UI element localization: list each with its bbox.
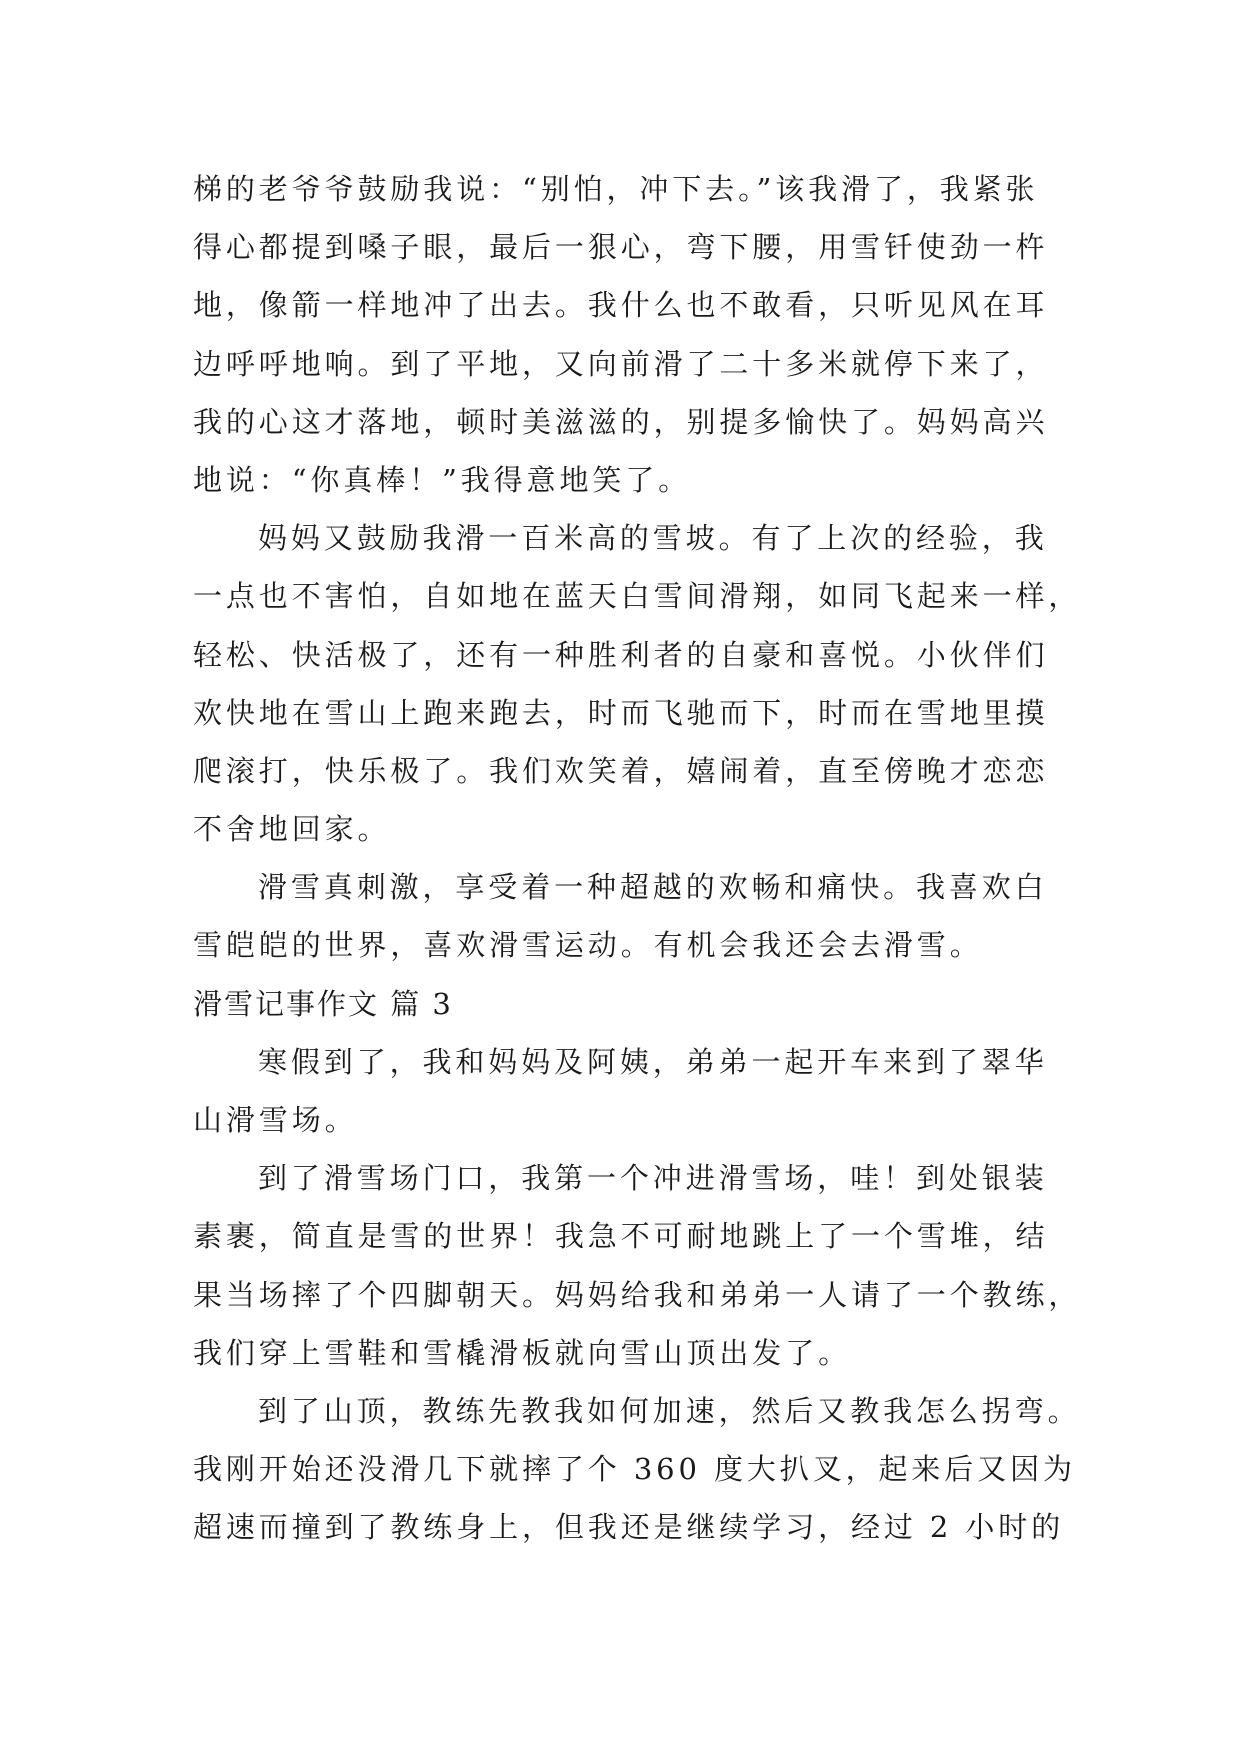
text-line: 雪皑皑的世界，喜欢滑雪运动。有机会我还会去滑雪。: [193, 928, 983, 963]
text-line: 妈妈又鼓励我滑一百米高的雪坡。有了上次的经验，我: [258, 521, 1048, 556]
article-body: [193, 160, 1082, 1557]
text-line: 到了滑雪场门口，我第一个冲进滑雪场，哇！到处银装: [258, 1161, 1048, 1196]
text-line: 我们穿上雪鞋和雪橇滑板就向雪山顶出发了。: [193, 1335, 852, 1370]
text-line: 梯的老爷爷鼓励我说：“别怕，冲下去。”该我滑了，我紧张: [193, 172, 1039, 206]
text-line: 边呼呼地响。到了平地，又向前滑了二十多米就停下来了，: [193, 346, 1049, 381]
text-line: 地，像箭一样地冲了出去。我什么也不敢看，只听见风在耳: [193, 288, 1049, 323]
text-line: 欢快地在雪山上跑来跑去，时而飞驰而下，时而在雪地里摸: [193, 695, 1049, 730]
text-line: 到了山顶，教练先教我如何加速，然后又教我怎么拐弯。: [258, 1393, 1081, 1428]
text-line: 一点也不害怕，自如地在蓝天白雪间滑翔，如同飞起来一样，: [193, 579, 1082, 614]
text-line: 地说：“你真棒！”我得意地笑了。: [193, 462, 692, 497]
text-line: 果当场摔了个四脚朝天。妈妈给我和弟弟一人请了一个教练，: [193, 1277, 1082, 1312]
text-line: 爬滚打，快乐极了。我们欢笑着，嬉闹着，直至傍晚才恋恋: [193, 753, 1049, 788]
section-heading: 滑雪记事作文 篇 3: [193, 986, 453, 1021]
text-line: 我的心这才落地，顿时美滋滋的，别提多愉快了。妈妈高兴: [193, 404, 1049, 439]
text-line: 素裹，简直是雪的世界！我急不可耐地跳上了一个雪堆，结: [193, 1219, 1049, 1254]
text-line: 不舍地回家。: [193, 812, 391, 847]
text-line: 寒假到了，我和妈妈及阿姨，弟弟一起开车来到了翠华: [258, 1044, 1048, 1079]
text-line: 轻松、快活极了，还有一种胜利者的自豪和喜悦。小伙伴们: [193, 637, 1049, 672]
text-line: 超速而撞到了教练身上，但我还是继续学习，经过 2 小时的: [193, 1510, 1065, 1545]
text-line: 山滑雪场。: [193, 1103, 358, 1137]
text-line: 滑雪真刺激，享受着一种超越的欢畅和痛快。我喜欢白: [258, 870, 1048, 905]
text-line: 我刚开始还没滑几下就摔了个 360 度大扒叉，起来后又因为: [193, 1452, 1076, 1487]
text-line: 得心都提到嗓子眼，最后一狠心，弯下腰，用雪钎使劲一杵: [193, 230, 1049, 265]
